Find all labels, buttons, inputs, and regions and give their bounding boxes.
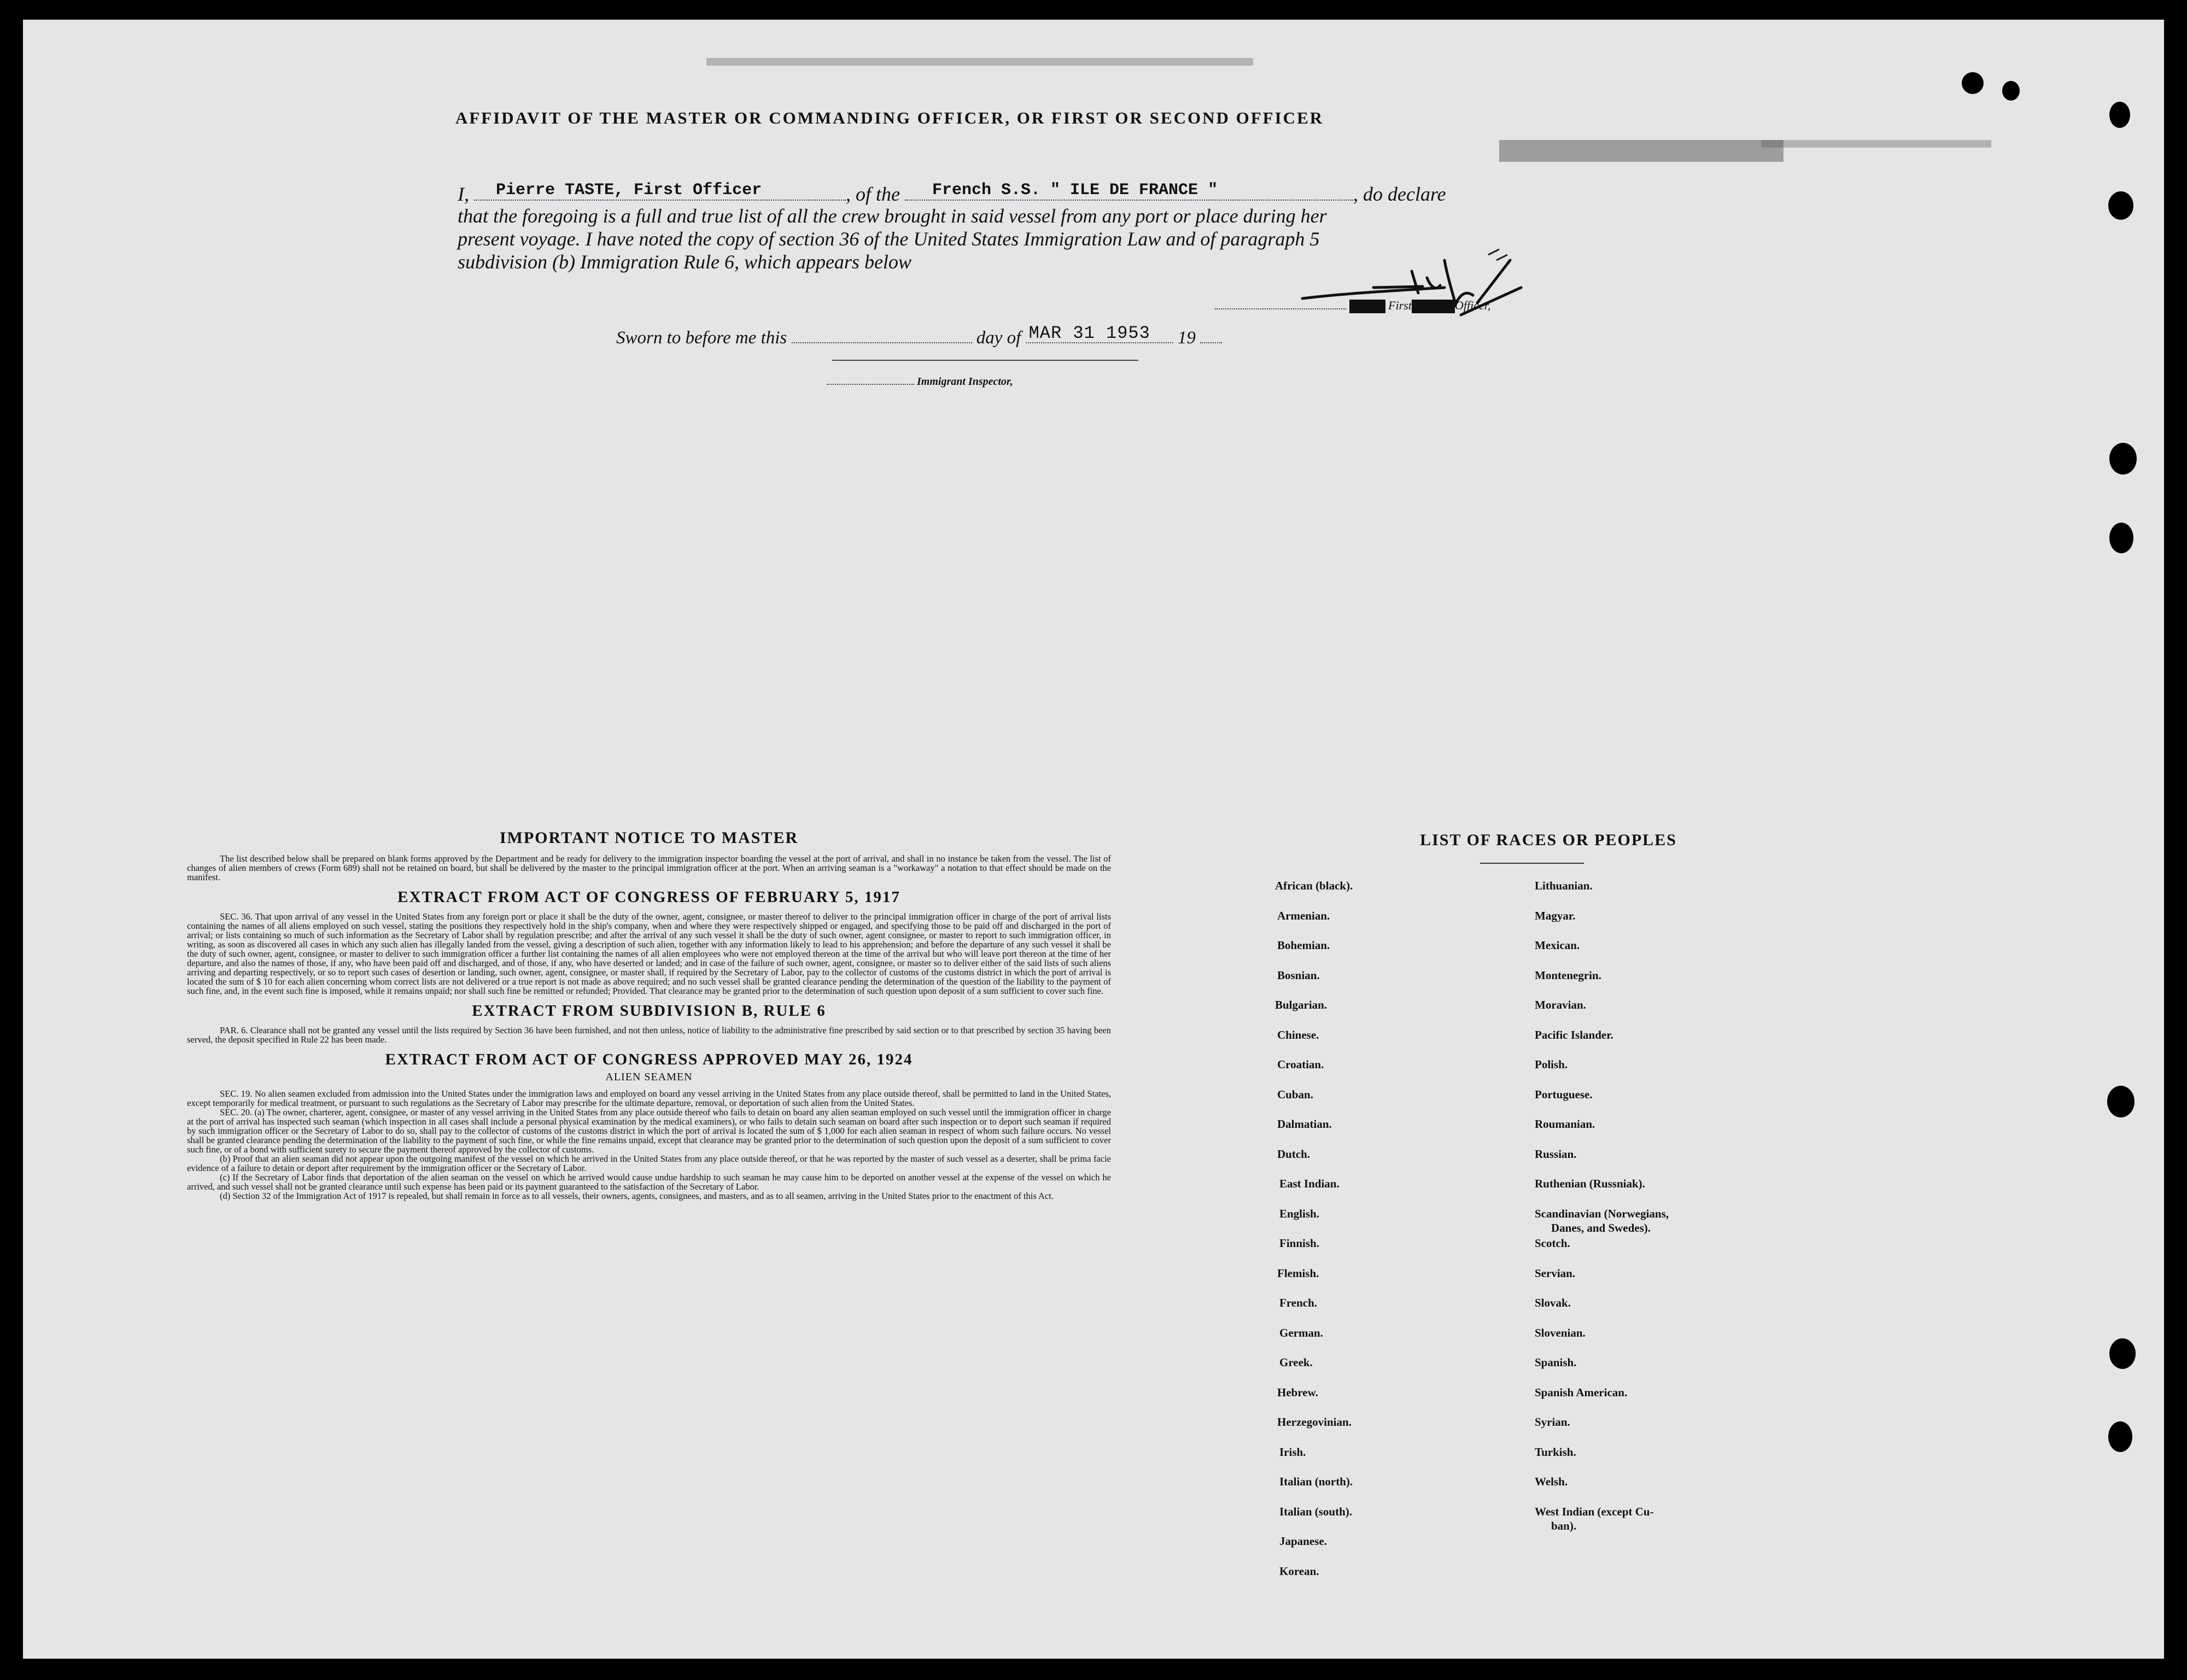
race-entry: Flemish.: [1277, 1266, 1319, 1280]
races-title-rule: [1480, 863, 1584, 864]
title-officer: Officer,: [1455, 298, 1491, 312]
race-entry: Italian (north).: [1279, 1475, 1353, 1488]
declaration-body-line: subdivision (b) Immigration Rule 6, which appears below: [458, 251, 911, 273]
extract-1924-paragraph: (d) Section 32 of the Immigration Act of 1917 is repealed, but shall remain in force as to all vessels, their owners, agents, consignees, and masters, and as to all seamen, arriving in the United States prior to the enactment of this Act.: [220, 1191, 1054, 1201]
race-entry: Bohemian.: [1277, 939, 1330, 952]
race-entry: Croatian.: [1277, 1058, 1324, 1071]
race-entry: Korean.: [1279, 1564, 1319, 1578]
bleed-through-mark: [706, 58, 1253, 66]
struck-title: SECOND: [1411, 300, 1455, 313]
extract-1917-title: EXTRACT FROM ACT OF CONGRESS OF FEBRUARY 5, 1917: [397, 888, 900, 906]
affidavit-title: AFFIDAVIT OF THE MASTER OR COMMANDING OFFICER, OR FIRST OR SECOND OFFICER: [455, 108, 1324, 127]
signature-title: [1215, 292, 1490, 313]
officer-name-field: [474, 183, 846, 201]
punch-hole: [2107, 1086, 2135, 1117]
race-entry: Lithuanian.: [1535, 879, 1593, 892]
date-field: [1026, 323, 1173, 343]
race-entry: Japanese.: [1279, 1535, 1327, 1548]
inspector-line: [827, 374, 1013, 388]
race-entry: English.: [1279, 1207, 1319, 1220]
handwritten-signature: [1280, 238, 1532, 337]
bleed-through-mark: [1499, 140, 1783, 162]
race-entry: Italian (south).: [1279, 1505, 1353, 1518]
inspector-label: Immigrant Inspector,: [917, 376, 1013, 388]
race-entry: Montenegrin.: [1535, 968, 1601, 982]
day-field: [792, 326, 972, 343]
race-entry: Pacific Islander.: [1535, 1028, 1613, 1041]
extract-1917-text: SEC. 36. That upon arrival of any vessel in the United States from any foreign port or place it shall be the duty of the owner, agent, consignee, or master thereof to deliver to the principal immigration officer in charge of the port of arrival lists containing the names of all aliens employed on such vessel, stating the positions they respectively hold in the ship's company, when and where they were respectively shipped or engaged, and specifying those to be paid off and discharged in the port of arrival; or lists containing so much of such information as the Secretary of Labor shall by regulation prescribe; and after the arrival of any such vessel it shall be the duty of such owner, agent consignee, or master to report to such immigration officer, in writing, as soon as discovered all cases in which any such alien has illegally landed from the vessel, giving a description of such alien, together with any information likely to lead to his apprehension; and before the departure of any such vessel it shall be the duty of such owner, agent, consignee, or master to deliver to such immigration officer a further list containing the names of all alien employees who were not employed thereon at the time of the arrival but who will leave port thereon at the time of her departure, and also the names of those, if any, who have been paid off and discharged, and of those, if any, who have deserted or landed; and in case of the failure of such owner, agent, consignee, or master so to deliver either of the said lists of such aliens arriving and departing respectively, or so to report such cases of desertion or landing, such owner, agent, consignee, or master shall, if required by the Secretary of Labor, pay to the collector of customs of the customs district in which the port of arrival is located the sum of $ 10 for each alien concerning whom correct lists are not delivered or a true report is not made as above required; and no such vessel shall be granted clearance pending the determination of the question of the liability to the payment of such fine, and, in the event such fine is imposed, while it remains unpaid; nor shall such fine be remitted or refunded; Provided. That clearance may be granted prior to the determination of such question upon deposit of a sum sufficient to cover such fine.: [187, 911, 1111, 996]
race-entry: Bosnian.: [1277, 968, 1320, 982]
sworn-line: [616, 323, 1222, 348]
race-entry: Greek.: [1279, 1356, 1313, 1369]
punch-hole: [2109, 102, 2130, 128]
declare-text: , do declare: [1353, 183, 1446, 205]
punch-hole: [2108, 1421, 2132, 1452]
declaration-line: [458, 183, 1529, 206]
title-first: First: [1388, 298, 1412, 312]
race-entry: Bulgarian.: [1275, 998, 1328, 1011]
race-entry: Scandinavian (Norwegians,: [1535, 1207, 1669, 1220]
notice-title: IMPORTANT NOTICE TO MASTER: [499, 829, 799, 847]
signature-line: [1215, 292, 1346, 309]
race-entry: Chinese.: [1277, 1028, 1319, 1041]
notice-text: The list described below shall be prepared on blank forms approved by the Department and be ready for delivery to the immigration inspector boarding the vessel at the port of arrival, and shall in no instance be taken from the vessel. The list of changes of alien members of crews (Form 689) shall not be retained on board, but shall be delivered by the master to the principal immigration officer at the port. When an arriving seaman is a "workaway" a notation to that effect should be made on the manifest.: [187, 853, 1111, 882]
legal-notices-column: [187, 829, 1111, 1201]
race-entry: Scotch.: [1535, 1237, 1570, 1250]
document-page: [23, 20, 2164, 1659]
race-entry: Magyar.: [1535, 909, 1576, 922]
race-entry: Slovenian.: [1535, 1326, 1586, 1339]
race-entry: Dutch.: [1277, 1147, 1311, 1161]
vessel-name-value: French S.S. " ILE DE FRANCE ": [932, 181, 1218, 200]
date-stamp: MAR 31 1953: [1028, 323, 1150, 343]
race-entry: Polish.: [1535, 1058, 1568, 1071]
extract-rule6-title: EXTRACT FROM SUBDIVISION B, RULE 6: [472, 1002, 826, 1020]
struck-title: MASTR: [1349, 300, 1385, 313]
extract-1924-paragraph: (b) Proof that an alien seaman did not appear upon the outgoing manifest of the vessel on which he arrived in the United States from any place outside thereof, or that he was reported by the master of such vessel as a deserter, shall be prima facie evidence of a failure to detain or deport after requirement by the immigration officer or the Secretary of Labor.: [187, 1154, 1111, 1173]
punch-hole: [2109, 443, 2137, 475]
race-entry: West Indian (except Cu-: [1535, 1505, 1654, 1518]
punch-hole: [2002, 81, 2020, 101]
punch-hole: [2109, 523, 2133, 553]
declaration-body-line: that the foregoing is a full and true list of all the crew brought in said vessel from any port or place during her: [458, 205, 1327, 227]
punch-hole: [2109, 1338, 2136, 1369]
race-entry: Slovak.: [1535, 1296, 1571, 1309]
vessel-name-field: [905, 183, 1353, 201]
extract-1924-paragraph: SEC. 20. (a) The owner, charterer, agent, consignee, or master of any vessel arriving in the United States from any place outside thereof who fails to detain on board any alien seaman employed on such vessel until the immigration officer in charge at the port of arrival has inspected such seaman (which inspection in all cases shall include a personal physical examination by the medical examiners), or who fails to detain such seaman on board after such inspection or to deport such seaman if required by such immigration officer or the Secretary of Labor to do so, shall pay to the collector of customs of the customs district in which the port of arrival is located the sum of $ 1,000 for each alien seaman in respect of whom such failure occurs. No vessel shall be granted clearance pending the determination of the liability to the payment of such fine, or while the fine remains unpaid, except that clearance may be granted prior to the determination of such question upon the deposit of a sum sufficient to cover such fine, or of a bond with sufficient surety to secure the payment thereof approved by the collector of customs.: [187, 1107, 1111, 1155]
race-entry: Turkish.: [1535, 1445, 1576, 1459]
extract-1924-paragraph: (c) If the Secretary of Labor finds that deportation of the alien seaman on the vessel on which he arrived would cause undue hardship to such seaman he may cause him to be deported on another vessel at the expense of the vessel on which he arrived, and such vessel shall not be granted clearance until such expense has been paid or its payment guaranteed to the satisfaction of the Secretary of Labor.: [187, 1172, 1111, 1192]
race-entry: Syrian.: [1535, 1415, 1570, 1429]
race-entry: Russian.: [1535, 1147, 1577, 1161]
race-entry: Mexican.: [1535, 939, 1580, 952]
race-entry: Servian.: [1535, 1266, 1576, 1280]
race-entry: Spanish.: [1535, 1356, 1577, 1369]
race-entry: Danes, and Swedes).: [1551, 1221, 1651, 1234]
race-entry: Portuguese.: [1535, 1087, 1593, 1101]
extract-1924-paragraph: SEC. 19. No alien seamen excluded from admission into the United States under the immigration laws and employed on board any vessel arriving in the United States from any place outside thereof, shall be permitted to land in the United States, except temporarily for medical treatment, or pursuant to such regulations as the Secretary of Labor may prescribe for the ultimate departure, removal, or deportation of such alien from the United States.: [187, 1088, 1111, 1108]
race-entry: Herzegovinian.: [1277, 1415, 1352, 1429]
races-right-column: [1535, 879, 1797, 1612]
race-entry: French.: [1279, 1296, 1318, 1309]
sworn-prefix: Sworn to before me this: [616, 328, 787, 348]
bleed-through-mark: [1762, 140, 1991, 148]
race-entry: Cuban.: [1277, 1087, 1313, 1101]
year-prefix: 19: [1177, 328, 1196, 348]
declaration-body-line: present voyage. I have noted the copy of section 36 of the United States Immigration Law and of paragraph 5: [458, 228, 1320, 250]
race-entry: Roumanian.: [1535, 1117, 1595, 1131]
race-entry: Spanish American.: [1535, 1385, 1628, 1399]
declaration-prefix: I,: [458, 183, 469, 205]
inspector-signature-line: [832, 360, 1138, 361]
race-entry: Armenian.: [1277, 909, 1330, 922]
race-entry: Welsh.: [1535, 1475, 1568, 1488]
inspector-field: [827, 374, 914, 385]
race-entry: Finnish.: [1279, 1237, 1319, 1250]
race-entry: Irish.: [1279, 1445, 1306, 1459]
year-field: [1200, 326, 1222, 343]
race-entry: Moravian.: [1535, 998, 1586, 1011]
punch-hole: [1962, 72, 1984, 94]
races-list-title: LIST OF RACES OR PEOPLES: [1420, 831, 1677, 849]
day-of-text: day of: [976, 328, 1021, 348]
race-entry: German.: [1279, 1326, 1323, 1339]
officer-name-value: Pierre TASTE, First Officer: [496, 181, 762, 200]
races-left-column: [1275, 879, 1505, 1612]
race-entry: Ruthenian (Russniak).: [1535, 1177, 1645, 1190]
extract-rule6-text: PAR. 6. Clearance shall not be granted any vessel until the lists required by Section 36 have been furnished, and not then unless, notice of liability to the administrative fine prescribed by said section or to that prescribed by section 35 having been served, the deposit specified in Rule 22 has been made.: [187, 1025, 1111, 1045]
race-entry: African (black).: [1275, 879, 1353, 892]
race-entry: East Indian.: [1279, 1177, 1340, 1190]
extract-1924-title: EXTRACT FROM ACT OF CONGRESS APPROVED MAY 26, 1924: [385, 1051, 913, 1068]
extract-1924-subtitle: ALIEN SEAMEN: [605, 1071, 693, 1083]
race-entry: Dalmatian.: [1277, 1117, 1332, 1131]
race-entry: Hebrew.: [1277, 1385, 1318, 1399]
race-entry: ban).: [1551, 1519, 1577, 1532]
of-the-text: , of the: [846, 183, 900, 205]
punch-hole: [2108, 191, 2133, 220]
